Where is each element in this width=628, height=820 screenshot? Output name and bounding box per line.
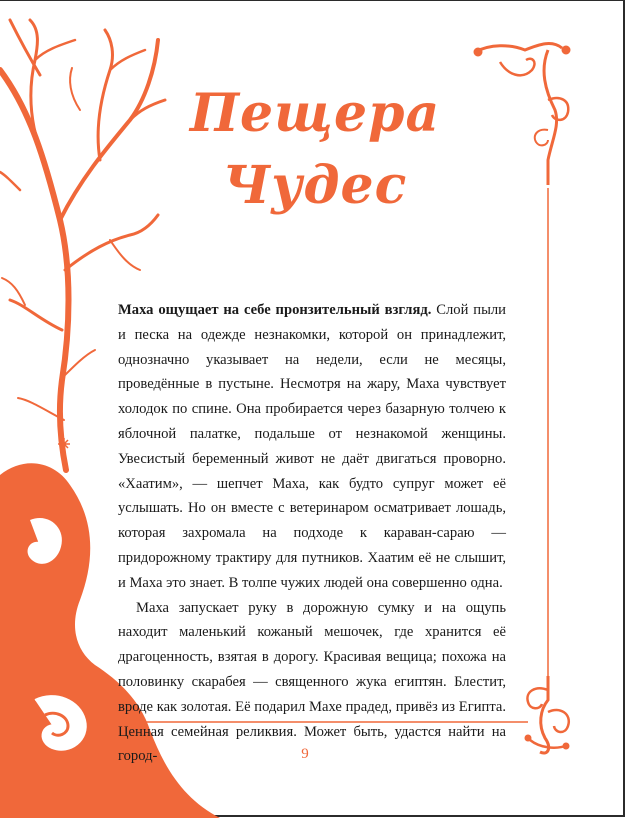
corner-flourish-top [474,44,570,185]
paragraph-1-text: Слой пыли и песка на одежде незнакомки, которой он принадлежит, однозначно указывает на недели, если не месяцы, проведённые в пустыне. Несмотря на жару, Маха чувствует холодок по спине. Она пробирается через базарную толчею к яблочной палатке, подальше от незнакомой женщины. Увесистый беременный живот не даёт двигаться проворно. «Хаатим», — шепчет Маха, как будто супруг может её услышать. Но он вместе с ветеринаром осматривает лошадь, которая захромала на подходе к караван-сараю — придорожному трактиру для путников. Хаатим её не слышит, и Маха это знает. В толпе чужих людей она совершенно одна. [118,302,506,591]
chapter-title-line-2: Чудес [222,155,408,216]
lead-sentence: Маха ощущает на себе пронзительный взгляд. [118,302,432,318]
corner-flourish-bottom [525,676,569,753]
chapter-title-line-1: Пещера [189,83,441,144]
chapter-body [118,298,506,769]
paragraph-1 [118,298,506,596]
paragraph-2: Маха запускает руку в дорожную сумку и на ощупь находит маленький кожаный мешочек, где хранится её драгоценность, взятая в дорогу. Красивая вещица; похожа на половинку скарабея — священного жука египтян. Блестит, вроде как золотая. Её подарил Махе прадед, привёз из Египта. Ценная семейная реликвия. Может быть, удастся найти на город- [118,599,506,765]
page-number: 9 [301,746,309,762]
